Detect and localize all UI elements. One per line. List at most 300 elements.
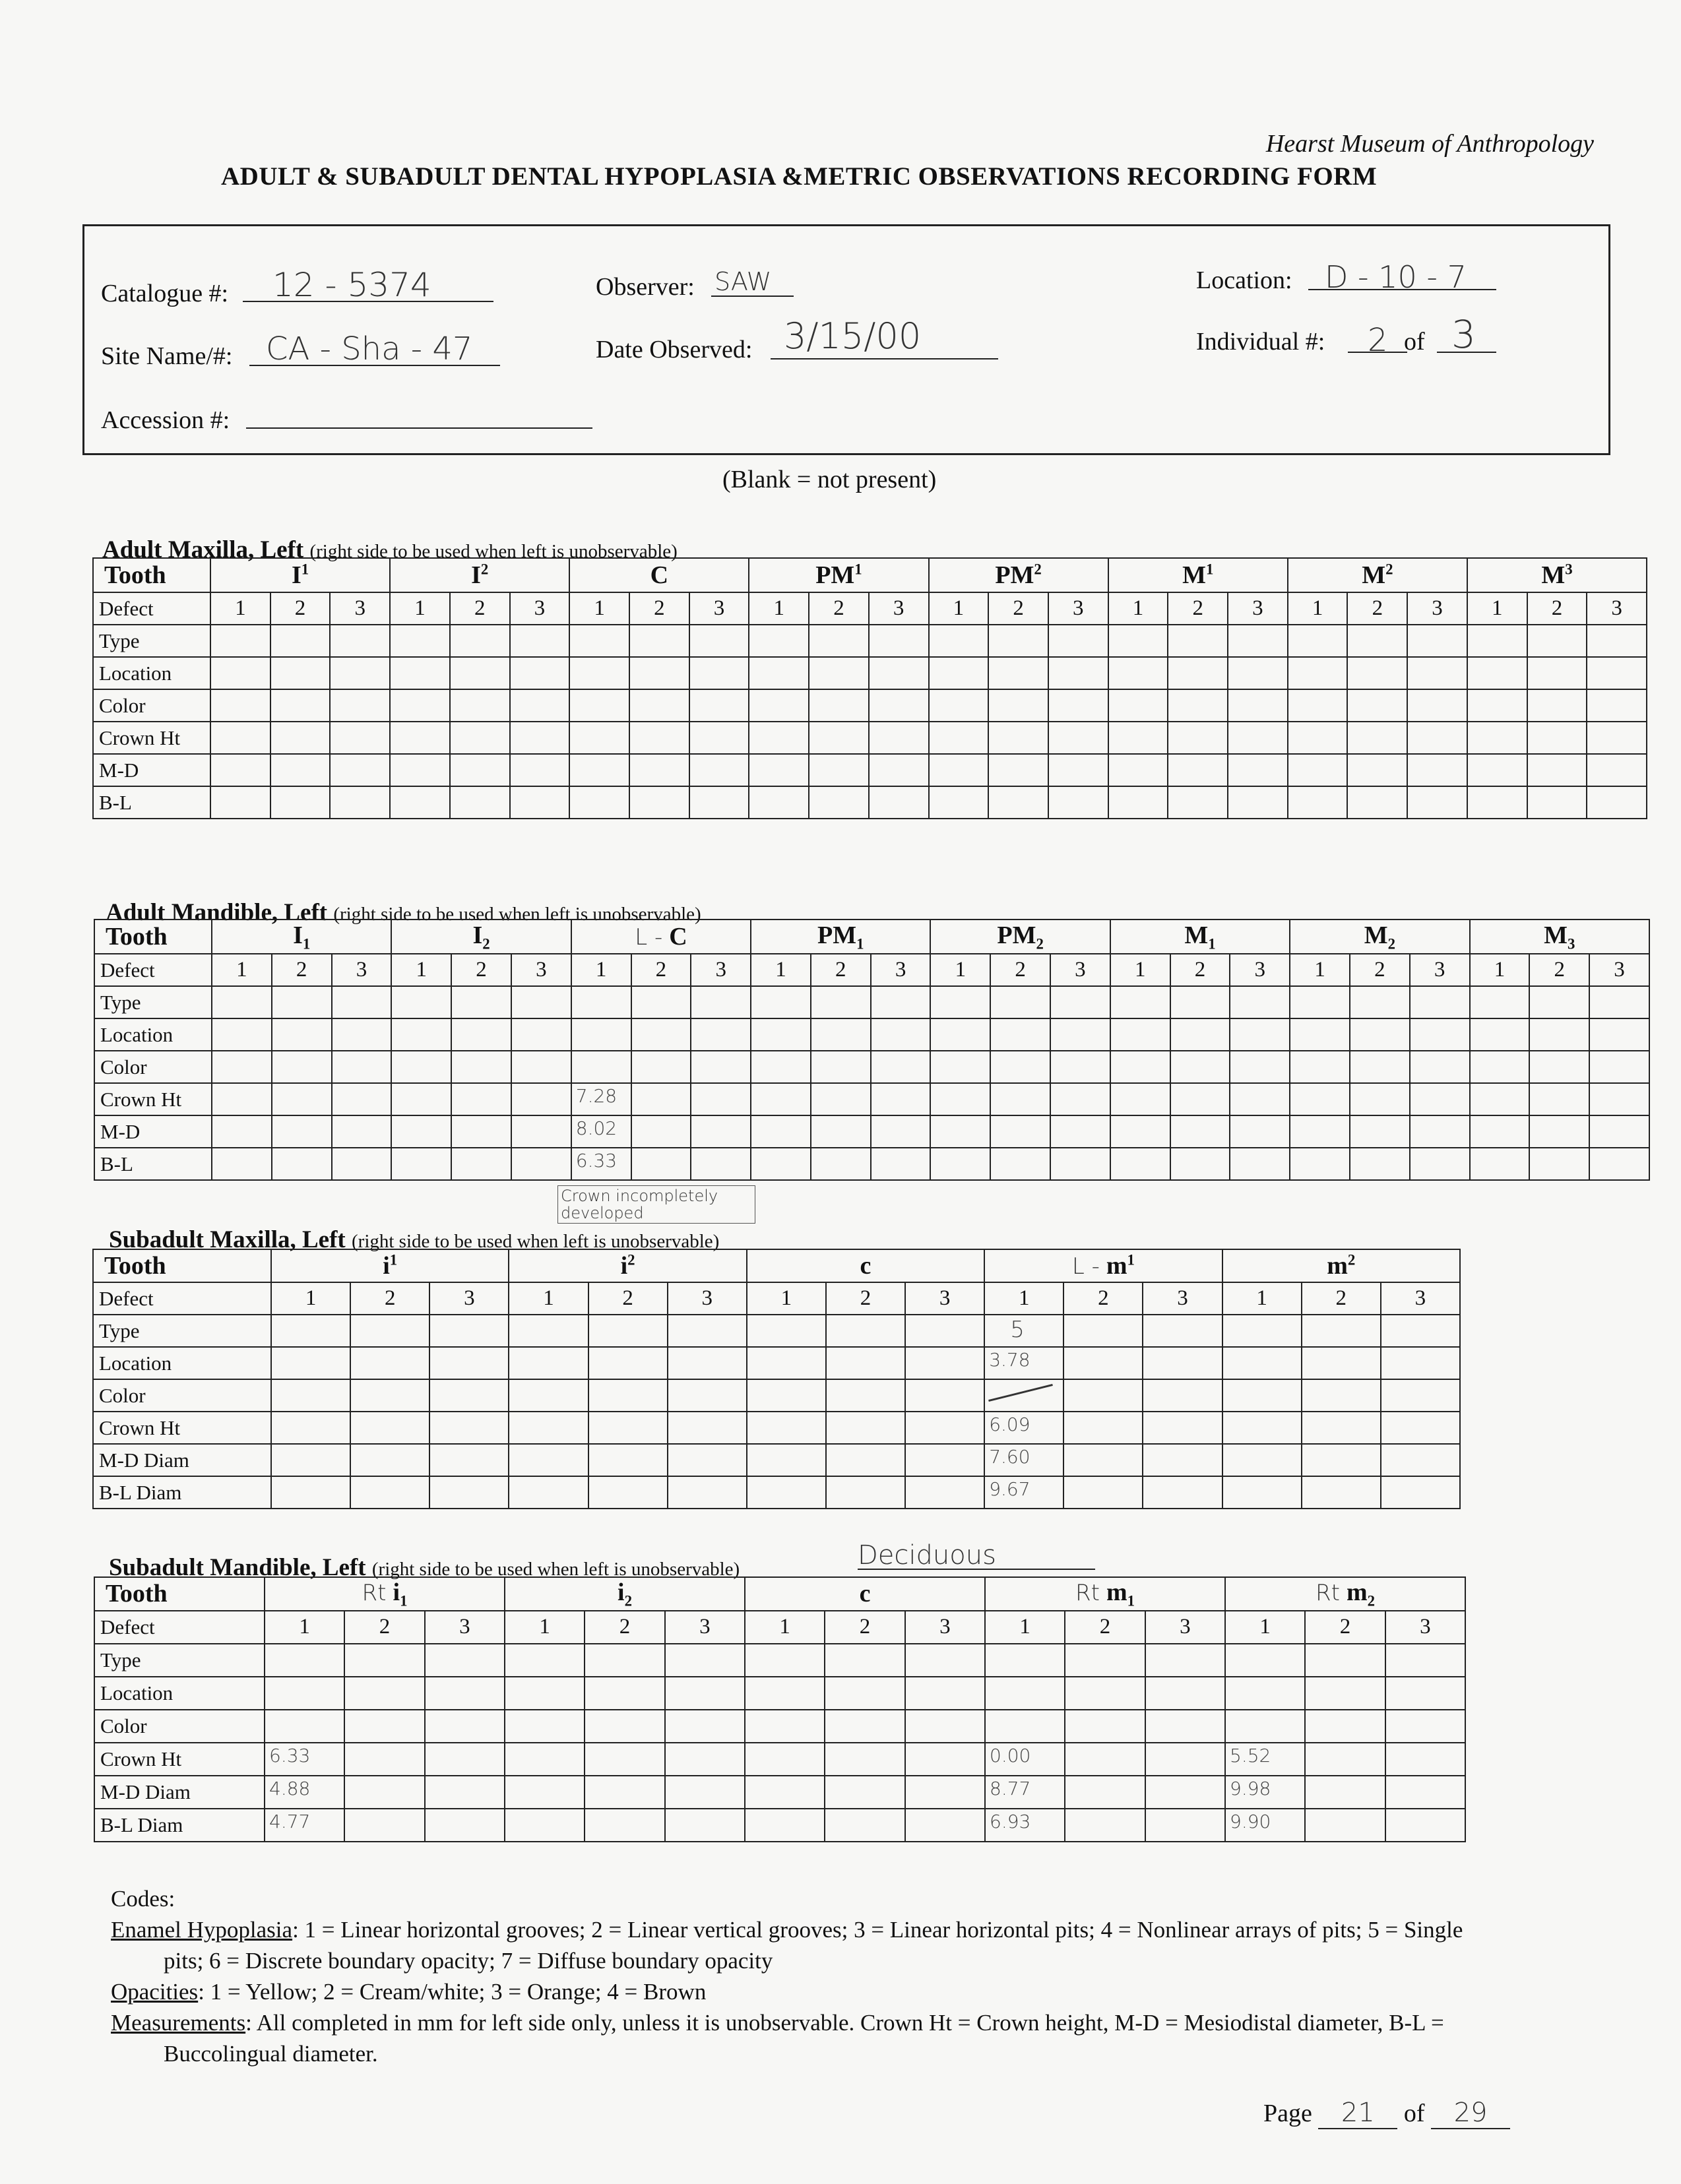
adult_maxilla-cell[interactable] [450,754,510,786]
subadult_maxilla-cell[interactable] [429,1412,509,1444]
adult_mandible-cell[interactable] [1170,1115,1230,1148]
adult_maxilla-cell[interactable] [330,689,390,722]
adult_mandible-cell[interactable] [631,1018,691,1051]
adult_mandible-cell[interactable] [990,1115,1050,1148]
adult_maxilla-cell[interactable] [988,689,1048,722]
subadult_mandible-cell[interactable] [265,1743,344,1776]
adult_mandible-cell[interactable] [990,1051,1050,1083]
adult_maxilla-cell[interactable] [330,657,390,689]
subadult_maxilla-cell[interactable] [1302,1315,1381,1347]
adult_maxilla-cell[interactable] [1407,657,1467,689]
subadult_mandible-cell-value[interactable]: 0.00 [990,1744,1031,1766]
adult_mandible-cell[interactable] [691,1115,751,1148]
subadult_maxilla-cell[interactable] [271,1379,350,1412]
adult_maxilla-cell[interactable] [1228,625,1288,657]
subadult_mandible-cell[interactable] [1225,1644,1305,1677]
date-value[interactable]: 3/15/00 [784,315,922,357]
adult_maxilla-cell[interactable] [1407,786,1467,819]
subadult_mandible-cell[interactable] [344,1743,424,1776]
subadult_mandible-cell[interactable] [1225,1809,1305,1842]
adult_maxilla-cell[interactable] [1288,786,1348,819]
subadult_maxilla-cell[interactable] [668,1379,747,1412]
adult_mandible-cell[interactable] [871,1018,931,1051]
subadult_maxilla-cell[interactable] [984,1412,1063,1444]
subadult_maxilla-cell[interactable] [1222,1379,1302,1412]
adult_maxilla-cell[interactable] [1587,625,1647,657]
adult_maxilla-cell[interactable] [390,786,450,819]
individual-value[interactable]: 2 [1368,322,1388,359]
adult_maxilla-cell[interactable] [1587,657,1647,689]
adult_mandible-cell[interactable] [272,1051,332,1083]
adult_maxilla-cell[interactable] [1347,786,1407,819]
adult_mandible-cell[interactable] [391,1083,451,1115]
adult_maxilla-cell[interactable] [569,625,629,657]
subadult_mandible-cell[interactable] [665,1644,745,1677]
subadult_mandible-cell[interactable] [985,1743,1065,1776]
subadult_mandible-cell[interactable] [985,1677,1065,1710]
subadult_mandible-cell[interactable] [905,1710,985,1743]
adult_maxilla-cell[interactable] [929,657,989,689]
adult_mandible-cell[interactable] [1470,986,1530,1018]
subadult_mandible-cell[interactable] [344,1776,424,1809]
subadult_maxilla-cell[interactable] [1063,1476,1143,1509]
subadult_mandible-cell[interactable] [905,1809,985,1842]
adult_maxilla-cell[interactable] [1048,625,1108,657]
subadult_maxilla-cell[interactable] [668,1444,747,1476]
adult_mandible-cell[interactable] [811,1018,871,1051]
adult_maxilla-cell[interactable] [270,754,331,786]
subadult_mandible-cell[interactable] [505,1710,585,1743]
adult_maxilla-cell[interactable] [1467,754,1527,786]
subadult_mandible-cell[interactable] [825,1776,904,1809]
subadult_mandible-cell[interactable] [825,1743,904,1776]
subadult_maxilla-cell[interactable] [429,1379,509,1412]
adult_maxilla-cell[interactable] [1228,786,1288,819]
subadult_maxilla-cell[interactable] [1222,1412,1302,1444]
adult_maxilla-cell[interactable] [1527,786,1587,819]
adult_mandible-cell[interactable] [571,1148,631,1180]
adult_mandible-cell[interactable] [332,1018,392,1051]
subadult_maxilla-cell[interactable] [905,1412,984,1444]
adult_mandible-cell[interactable] [1290,986,1350,1018]
adult_maxilla-cell[interactable] [270,786,331,819]
adult_mandible-cell[interactable] [451,1083,511,1115]
adult_mandible-cell[interactable] [1410,1018,1470,1051]
adult_mandible-cell[interactable] [1290,1115,1350,1148]
subadult_mandible-cell[interactable] [1065,1644,1145,1677]
adult_mandible-cell[interactable] [1410,986,1470,1018]
adult_maxilla-cell[interactable] [569,657,629,689]
adult_mandible-cell[interactable] [511,1018,571,1051]
adult_mandible-cell-value[interactable]: 8.02 [575,1117,618,1139]
adult_maxilla-cell[interactable] [869,657,929,689]
adult_maxilla-cell[interactable] [1228,722,1288,754]
subadult_mandible-cell[interactable] [1065,1710,1145,1743]
subadult_mandible-cell[interactable] [1225,1677,1305,1710]
subadult_maxilla-cell[interactable] [429,1347,509,1379]
subadult_maxilla-cell[interactable] [984,1476,1063,1509]
subadult_maxilla-cell[interactable] [271,1315,350,1347]
subadult_mandible-cell[interactable] [1225,1710,1305,1743]
adult_mandible-cell[interactable] [751,1083,811,1115]
adult_mandible-cell[interactable] [451,1018,511,1051]
adult_maxilla-cell[interactable] [629,689,689,722]
adult_maxilla-cell[interactable] [929,722,989,754]
subadult_maxilla-cell[interactable] [826,1476,905,1509]
adult_mandible-cell[interactable] [1230,1051,1290,1083]
adult_mandible-cell[interactable] [1470,1148,1530,1180]
adult_maxilla-cell[interactable] [749,754,809,786]
adult_mandible-cell[interactable] [1529,1115,1589,1148]
adult_mandible-cell[interactable] [930,1018,990,1051]
subadult_maxilla-cell[interactable] [588,1476,668,1509]
adult_mandible-cell[interactable] [1110,1018,1170,1051]
adult_mandible-cell[interactable] [272,1148,332,1180]
subadult_mandible-cell[interactable] [1065,1776,1145,1809]
adult_mandible-cell[interactable] [1529,986,1589,1018]
subadult_mandible-cell[interactable] [505,1776,585,1809]
adult_mandible-cell[interactable] [451,1148,511,1180]
adult_mandible-cell[interactable] [511,1148,571,1180]
adult_maxilla-cell[interactable] [1467,689,1527,722]
adult_mandible-cell[interactable] [1050,1083,1110,1115]
adult_mandible-cell[interactable] [272,1083,332,1115]
adult_maxilla-cell[interactable] [569,689,629,722]
subadult_mandible-cell[interactable] [1065,1677,1145,1710]
subadult_mandible-cell[interactable] [344,1710,424,1743]
adult_maxilla-cell[interactable] [569,786,629,819]
subadult_mandible-cell[interactable] [665,1743,745,1776]
subadult_mandible-cell[interactable] [745,1677,825,1710]
subadult_maxilla-cell[interactable] [1063,1444,1143,1476]
individual-total[interactable]: 3 [1451,312,1476,357]
adult_mandible-cell[interactable] [1290,1051,1350,1083]
adult_maxilla-cell[interactable] [1467,625,1527,657]
subadult_maxilla-cell[interactable] [826,1412,905,1444]
adult_maxilla-cell[interactable] [1407,625,1467,657]
adult_maxilla-cell[interactable] [510,657,570,689]
adult_mandible-cell[interactable] [990,1148,1050,1180]
subadult_maxilla-cell-value[interactable]: 5 [1010,1317,1025,1343]
subadult_mandible-cell[interactable] [665,1677,745,1710]
adult_maxilla-cell[interactable] [1108,722,1168,754]
adult_maxilla-cell[interactable] [270,689,331,722]
adult_mandible-cell[interactable] [811,986,871,1018]
adult_maxilla-cell[interactable] [988,722,1048,754]
subadult_maxilla-cell[interactable] [1143,1379,1222,1412]
adult_maxilla-cell[interactable] [749,625,809,657]
adult_mandible-cell[interactable] [212,1083,272,1115]
adult_maxilla-cell[interactable] [390,689,450,722]
subadult_maxilla-cell[interactable] [826,1379,905,1412]
subadult_maxilla-cell[interactable] [984,1347,1063,1379]
adult_maxilla-cell[interactable] [390,754,450,786]
subadult_maxilla-cell[interactable] [350,1347,429,1379]
adult_maxilla-cell[interactable] [210,689,270,722]
adult_mandible-cell[interactable] [391,1148,451,1180]
adult_maxilla-cell[interactable] [450,786,510,819]
adult_mandible-cell[interactable] [571,1115,631,1148]
subadult_mandible-cell[interactable] [985,1809,1065,1842]
adult_maxilla-cell[interactable] [629,625,689,657]
adult_maxilla-cell[interactable] [869,722,929,754]
adult_maxilla-cell[interactable] [450,689,510,722]
adult_maxilla-cell[interactable] [569,722,629,754]
subadult_mandible-cell[interactable] [1305,1776,1385,1809]
adult_maxilla-cell[interactable] [1467,722,1527,754]
adult_mandible-cell[interactable] [871,986,931,1018]
subadult_mandible-cell[interactable] [825,1710,904,1743]
subadult_maxilla-cell[interactable] [588,1347,668,1379]
adult_mandible-cell[interactable] [811,1051,871,1083]
adult_maxilla-cell[interactable] [929,786,989,819]
adult_mandible-cell[interactable] [990,986,1050,1018]
adult_mandible-cell[interactable] [1589,1018,1649,1051]
subadult_maxilla-cell[interactable] [350,1476,429,1509]
subadult_mandible-cell[interactable] [344,1677,424,1710]
subadult_maxilla-cell[interactable] [1302,1412,1381,1444]
subadult_maxilla-cell[interactable] [350,1444,429,1476]
subadult_mandible-cell[interactable] [825,1644,904,1677]
adult_maxilla-cell[interactable] [869,625,929,657]
subadult_maxilla-cell[interactable] [271,1476,350,1509]
subadult_maxilla-cell[interactable] [747,1347,826,1379]
subadult_mandible-cell[interactable] [425,1710,505,1743]
subadult_maxilla-cell-value[interactable]: 3.78 [989,1349,1031,1371]
adult_mandible-cell[interactable] [272,1115,332,1148]
adult_mandible-cell[interactable] [1589,986,1649,1018]
adult_maxilla-cell[interactable] [1168,657,1228,689]
subadult_maxilla-cell[interactable] [350,1412,429,1444]
subadult_mandible-cell[interactable] [1145,1809,1225,1842]
subadult_maxilla-cell[interactable] [1381,1476,1460,1509]
subadult_maxilla-cell[interactable] [826,1315,905,1347]
adult_mandible-cell[interactable] [511,1083,571,1115]
subadult_mandible-cell[interactable] [585,1710,664,1743]
subadult_mandible-cell[interactable] [905,1677,985,1710]
subadult_maxilla-cell[interactable] [429,1444,509,1476]
subadult_maxilla-cell[interactable] [747,1444,826,1476]
adult_mandible-cell[interactable] [1050,986,1110,1018]
adult_mandible-cell[interactable] [1589,1148,1649,1180]
adult_mandible-cell[interactable] [451,1115,511,1148]
subadult_mandible-cell-value[interactable]: 8.77 [990,1777,1031,1799]
adult_mandible-cell[interactable] [930,1148,990,1180]
subadult_mandible-cell[interactable] [265,1644,344,1677]
adult_maxilla-cell[interactable] [689,722,749,754]
adult_mandible-cell[interactable] [751,1148,811,1180]
adult_maxilla-cell[interactable] [809,722,869,754]
adult_maxilla-cell[interactable] [749,722,809,754]
subadult_maxilla-cell[interactable] [905,1347,984,1379]
adult_mandible-cell[interactable] [1589,1083,1649,1115]
subadult_maxilla-cell[interactable] [429,1476,509,1509]
adult_mandible-cell[interactable] [511,1115,571,1148]
adult_mandible-cell[interactable] [1350,1148,1410,1180]
adult_mandible-cell[interactable] [1529,1083,1589,1115]
subadult_mandible-cell[interactable] [265,1710,344,1743]
adult_maxilla-cell[interactable] [689,657,749,689]
subadult_mandible-cell[interactable] [1225,1743,1305,1776]
subadult_mandible-cell[interactable] [1305,1644,1385,1677]
adult_maxilla-cell[interactable] [1347,657,1407,689]
subadult_maxilla-cell[interactable] [588,1412,668,1444]
adult_mandible-cell[interactable] [1050,1051,1110,1083]
adult_mandible-cell[interactable] [451,986,511,1018]
subadult_maxilla-cell[interactable] [350,1379,429,1412]
adult_mandible-cell-value[interactable]: 7.28 [575,1085,618,1107]
subadult_mandible-cell[interactable] [1385,1710,1465,1743]
adult_maxilla-cell[interactable] [1168,689,1228,722]
adult_maxilla-cell[interactable] [809,689,869,722]
adult_mandible-cell[interactable] [571,1083,631,1115]
adult_mandible-cell[interactable] [1230,1148,1290,1180]
subadult_maxilla-cell[interactable] [1063,1315,1143,1347]
adult_maxilla-cell[interactable] [689,786,749,819]
subadult_maxilla-cell[interactable] [509,1412,588,1444]
subadult_mandible-cell[interactable] [1065,1809,1145,1842]
adult_maxilla-cell[interactable] [869,689,929,722]
adult_maxilla-cell[interactable] [1407,754,1467,786]
adult_maxilla-cell[interactable] [1527,689,1587,722]
site-value[interactable]: CA - Sha - 47 [266,330,473,367]
adult_maxilla-cell[interactable] [1467,657,1527,689]
subadult_mandible-cell[interactable] [585,1677,664,1710]
adult_mandible-cell[interactable] [1230,1018,1290,1051]
subadult_mandible-cell[interactable] [1305,1710,1385,1743]
adult_mandible-cell[interactable] [1230,1083,1290,1115]
adult_maxilla-cell[interactable] [689,689,749,722]
adult_mandible-cell[interactable] [332,986,392,1018]
adult_mandible-cell[interactable] [571,986,631,1018]
adult_maxilla-cell[interactable] [1288,754,1348,786]
subadult_mandible-cell[interactable] [985,1710,1065,1743]
adult_mandible-cell[interactable] [332,1051,392,1083]
adult_maxilla-cell[interactable] [809,754,869,786]
adult_maxilla-cell[interactable] [390,657,450,689]
adult_mandible-cell[interactable] [1170,1148,1230,1180]
adult_maxilla-cell[interactable] [330,625,390,657]
adult_maxilla-cell[interactable] [1347,689,1407,722]
subadult_maxilla-cell[interactable] [1143,1347,1222,1379]
subadult_maxilla-cell[interactable] [668,1412,747,1444]
adult_maxilla-cell[interactable] [1228,689,1288,722]
adult_mandible-cell[interactable] [511,1051,571,1083]
subadult_maxilla-cell[interactable] [668,1476,747,1509]
subadult_maxilla-cell[interactable] [905,1476,984,1509]
adult_maxilla-cell[interactable] [1048,722,1108,754]
adult_maxilla-cell[interactable] [1048,786,1108,819]
adult_mandible-cell[interactable] [391,986,451,1018]
adult_maxilla-cell[interactable] [510,754,570,786]
adult_maxilla-cell[interactable] [869,754,929,786]
adult_mandible-cell[interactable] [811,1115,871,1148]
subadult_mandible-cell[interactable] [585,1776,664,1809]
adult_mandible-cell[interactable] [1110,1148,1170,1180]
subadult_maxilla-cell[interactable] [1143,1412,1222,1444]
adult_mandible-cell[interactable] [1170,1083,1230,1115]
adult_mandible-cell[interactable] [1410,1148,1470,1180]
adult_mandible-cell[interactable] [1110,1051,1170,1083]
subadult_maxilla-cell[interactable] [1381,1379,1460,1412]
adult_maxilla-cell[interactable] [1288,625,1348,657]
subadult_maxilla-cell[interactable] [509,1315,588,1347]
adult_mandible-cell[interactable] [691,1148,751,1180]
adult_mandible-cell[interactable] [691,1018,751,1051]
adult_maxilla-cell[interactable] [1527,722,1587,754]
adult_maxilla-cell[interactable] [330,754,390,786]
subadult_mandible-cell[interactable] [265,1677,344,1710]
adult_maxilla-cell[interactable] [1347,754,1407,786]
adult_mandible-cell[interactable] [332,1148,392,1180]
subadult_mandible-cell-value[interactable]: 9.98 [1230,1777,1271,1799]
subadult_mandible-cell[interactable] [905,1743,985,1776]
adult_maxilla-cell[interactable] [450,657,510,689]
adult_maxilla-cell[interactable] [1168,754,1228,786]
adult_mandible-cell[interactable] [1529,1051,1589,1083]
subadult_mandible-cell[interactable] [825,1809,904,1842]
adult_mandible-cell[interactable] [571,1018,631,1051]
adult_maxilla-cell[interactable] [869,786,929,819]
subadult_maxilla-cell[interactable] [1222,1444,1302,1476]
adult_mandible-cell[interactable] [1050,1115,1110,1148]
adult_maxilla-cell[interactable] [689,625,749,657]
subadult_mandible-cell[interactable] [344,1809,424,1842]
adult_mandible-cell[interactable] [691,1051,751,1083]
subadult_mandible-cell[interactable] [905,1776,985,1809]
adult_mandible-cell-value[interactable]: 6.33 [575,1150,618,1171]
adult_maxilla-cell[interactable] [210,625,270,657]
subadult_maxilla-cell[interactable] [747,1379,826,1412]
adult_maxilla-cell[interactable] [629,722,689,754]
subadult_mandible-cell[interactable] [505,1677,585,1710]
subadult_maxilla-cell[interactable] [509,1379,588,1412]
adult_mandible-cell[interactable] [391,1018,451,1051]
adult_mandible-cell[interactable] [691,986,751,1018]
adult_mandible-cell[interactable] [1410,1083,1470,1115]
adult_mandible-cell[interactable] [751,1115,811,1148]
adult_mandible-cell[interactable] [1529,1018,1589,1051]
subadult_mandible-cell[interactable] [1305,1677,1385,1710]
adult_mandible-cell[interactable] [212,1051,272,1083]
subadult_mandible-cell[interactable] [1385,1644,1465,1677]
subadult_mandible-cell[interactable] [1305,1809,1385,1842]
adult_maxilla-cell[interactable] [1288,722,1348,754]
adult_mandible-cell[interactable] [1350,986,1410,1018]
adult_mandible-cell[interactable] [511,986,571,1018]
subadult_mandible-cell-value[interactable]: 6.93 [990,1810,1031,1832]
observer-value[interactable]: SAW [714,267,772,296]
adult_maxilla-cell[interactable] [510,786,570,819]
adult_maxilla-cell[interactable] [1407,722,1467,754]
adult_mandible-cell[interactable] [1230,986,1290,1018]
adult_mandible-cell[interactable] [212,1115,272,1148]
adult_maxilla-cell[interactable] [210,722,270,754]
adult_mandible-cell[interactable] [1230,1115,1290,1148]
adult_mandible-cell[interactable] [1110,1083,1170,1115]
adult_maxilla-cell[interactable] [210,657,270,689]
adult_maxilla-cell[interactable] [270,722,331,754]
adult_maxilla-cell[interactable] [510,625,570,657]
adult_maxilla-cell[interactable] [1108,657,1168,689]
adult_maxilla-cell[interactable] [569,754,629,786]
adult_maxilla-cell[interactable] [988,625,1048,657]
adult_mandible-cell[interactable] [332,1115,392,1148]
adult_mandible-cell[interactable] [1290,1148,1350,1180]
adult_mandible-cell[interactable] [1470,1018,1530,1051]
subadult_maxilla-cell[interactable] [1381,1444,1460,1476]
adult_mandible-cell[interactable] [391,1115,451,1148]
